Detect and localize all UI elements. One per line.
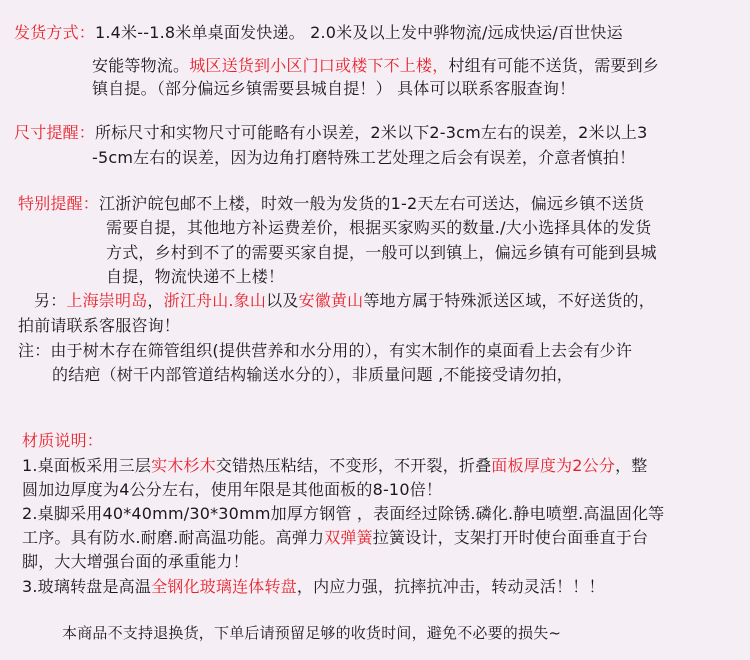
material-label: 材质说明： <box>22 431 104 450</box>
material-item-2-text-3: 脚，大大增强台面的承重能力！ <box>22 552 249 571</box>
material-item-3b: ，内应力强，抗摔抗冲击，转动灵活！！！ <box>296 577 605 596</box>
special-other-sep: ， <box>147 291 164 310</box>
special-label: 特别提醒： <box>18 194 100 213</box>
special-line-3 <box>106 242 657 264</box>
material-item-2-line-3 <box>22 551 249 573</box>
note-line-2 <box>52 364 573 386</box>
material-thickness: 面板厚度为2公分 <box>491 456 616 475</box>
material-item-1-line-2 <box>22 479 442 501</box>
material-glass: 全钢化玻璃连体转盘 <box>151 577 297 596</box>
special-text-2: 需要自提，其他地方补运费差价，根据买家购买的数量./大小选择具体的发货 <box>106 218 652 237</box>
special-region-chongming: 上海崇明岛 <box>66 291 148 310</box>
material-wood-type: 实木杉木 <box>151 456 216 475</box>
shipping-line-1 <box>14 22 623 44</box>
note-text-1: 注：由于树木存在筛管组织(提供营养和水分用的），有实木制作的桌面看上去会有少许 <box>18 341 633 360</box>
special-other-text-2: 拍前请联系客服咨询！ <box>18 316 181 335</box>
shipping-label: 发货方式： <box>14 23 96 42</box>
shipping-line-2 <box>92 55 659 77</box>
material-item-1-line-1 <box>22 455 647 477</box>
special-line-2 <box>106 217 651 239</box>
material-item-1a: 1.桌面板采用三层 <box>22 456 152 475</box>
special-line-1 <box>18 193 644 215</box>
special-region-huangshan: 安徽黄山 <box>298 291 364 310</box>
footer-text: 本商品不支持退换货，下单后请预留足够的收货时间，避免不必要的损失~ <box>62 624 562 642</box>
size-text-1: 所标尺寸和实物尺寸可能略有小误差，2米以下2-3cm左右的误差，2米以上3 <box>95 123 648 142</box>
special-line-4 <box>106 266 284 288</box>
special-other-prefix: 另： <box>34 291 67 310</box>
size-line-1 <box>14 122 647 144</box>
special-region-zhoushan: 浙江舟山.象山 <box>163 291 267 310</box>
special-text-4: 自提，物流快递不上楼！ <box>106 267 285 286</box>
special-other-mid: 以及 <box>266 291 299 310</box>
shipping-text-2b: 村组有可能不送货，需要到乡 <box>448 56 660 75</box>
footer-notice <box>62 622 561 644</box>
material-item-3a: 3.玻璃转盘是高温 <box>22 577 152 596</box>
note-text-2: 的结疤（树干内部管道结构输送水分的），非质量问题 ,不能接受请勿拍， <box>52 365 573 384</box>
shipping-highlight: 城区送货到小区门口或楼下不上楼， <box>189 56 449 75</box>
special-other-line-1 <box>34 290 655 312</box>
material-label-line <box>22 430 103 452</box>
material-item-1c: ，整 <box>615 456 648 475</box>
shipping-line-3 <box>92 78 575 100</box>
size-line-2 <box>92 147 635 169</box>
material-item-2-text-1: 2.桌脚采用40*40mm/30*30mm加厚方钢管 ，表面经过除锈.磷化.静电喷塑.高温固化等 <box>22 504 665 523</box>
special-text-1: 江浙沪皖包邮不上楼，时效一般为发货的1-2天左右可送达，偏远乡镇不送货 <box>99 194 645 213</box>
size-label: 尺寸提醒： <box>14 123 96 142</box>
material-item-2a: 工序。具有防水.耐磨.耐高温功能。高弹力 <box>22 528 325 547</box>
material-item-1b: 交错热压粘结，不变形，不开裂，折叠 <box>215 456 492 475</box>
shipping-text-2a: 安能等物流。 <box>92 56 190 75</box>
special-other-suffix: 等地方属于特殊派送区域，不好送货的， <box>363 291 655 310</box>
material-item-2b: 拉簧设计，支架打开时使台面垂直于台 <box>372 528 649 547</box>
material-spring: 双弹簧 <box>324 528 373 547</box>
material-item-3-line <box>22 576 605 598</box>
shipping-text-1: 1.4米--1.8米单桌面发快递。 2.0米及以上发中骅物流/远成快运/百世快运 <box>95 23 623 42</box>
shipping-text-3: 镇自提。（部分偏远乡镇需要县城自提！） 具体可以联系客服查询！ <box>92 79 576 98</box>
material-item-2-line-1 <box>22 503 664 525</box>
note-line-1 <box>18 340 632 362</box>
size-text-2: -5cm左右的误差，因为边角打磨特殊工艺处理之后会有误差，介意者慎拍！ <box>92 148 636 167</box>
special-text-3: 方式，乡村到不了的需要买家自提，一般可以到镇上，偏远乡镇有可能到县城 <box>106 243 657 262</box>
material-item-2-line-2 <box>22 527 648 549</box>
special-other-line-2 <box>18 315 180 337</box>
material-item-1-text-2: 圆加边厚度为4公分左右，使用年限是其他面板的8-10倍！ <box>22 480 443 499</box>
